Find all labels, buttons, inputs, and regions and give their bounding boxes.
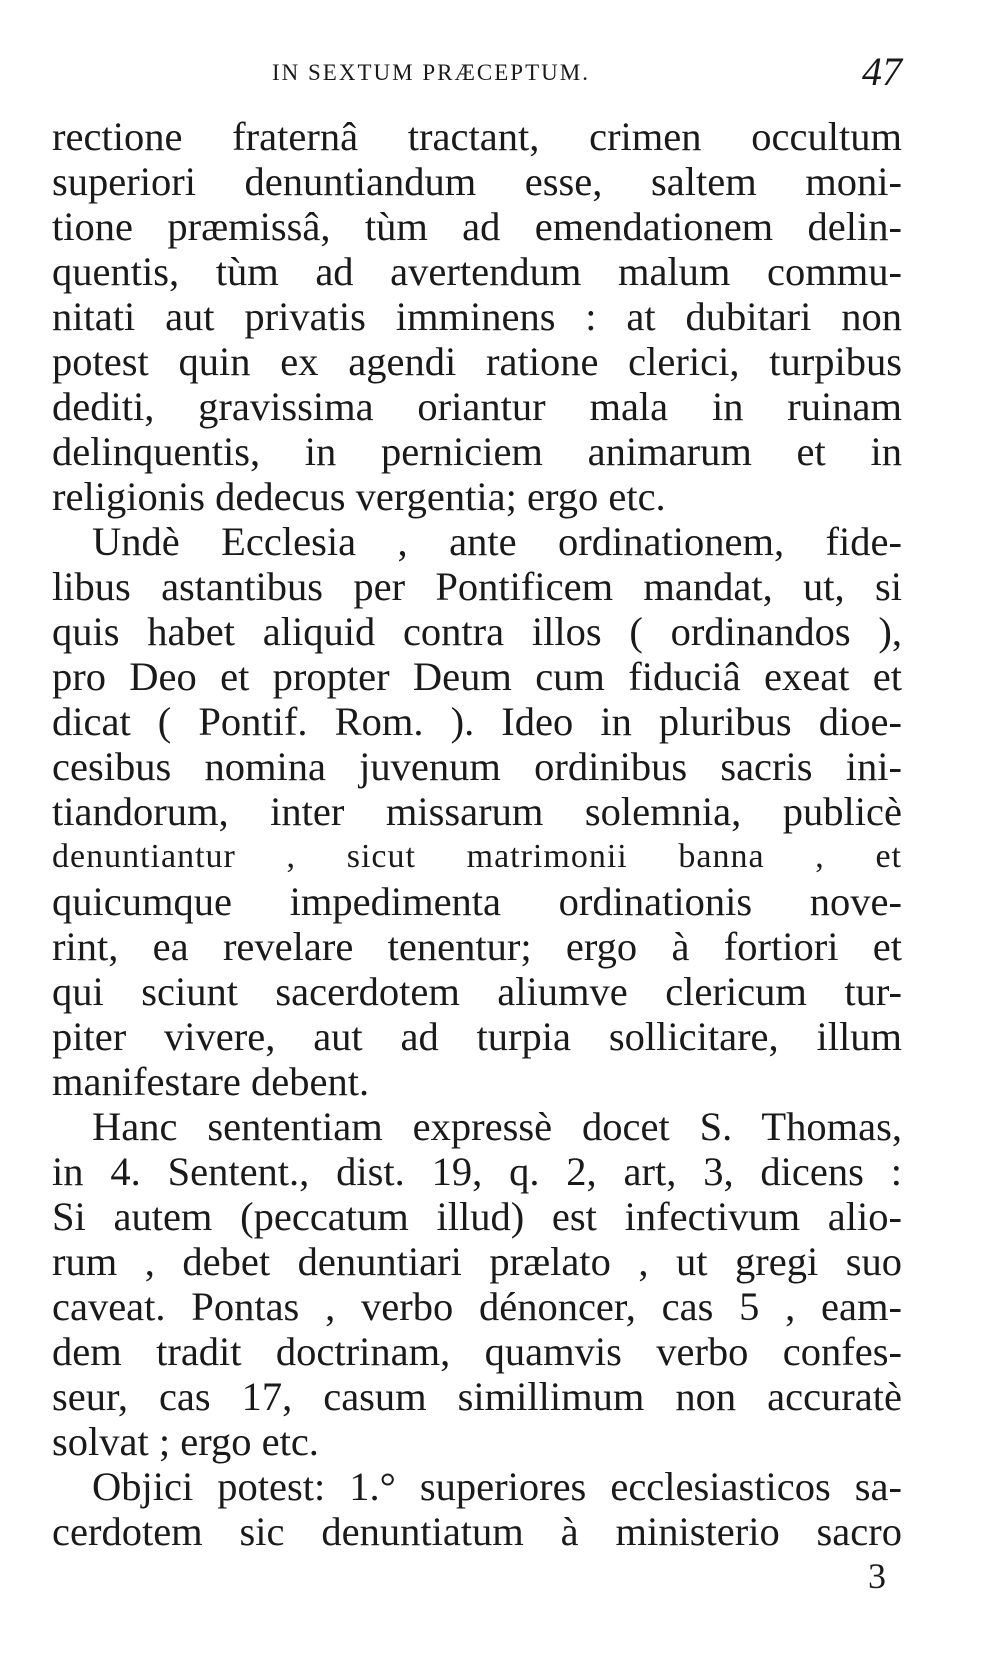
text-line: rum , debet denuntiari prælato , ut gregi suo <box>52 1239 902 1284</box>
text-line: religionis dedecus vergentia; ergo etc. <box>52 474 666 519</box>
text-line: superiori denuntiandum esse, saltem moni- <box>52 159 902 204</box>
text-line: cerdotem sic denuntiatum à ministerio sacro <box>52 1509 902 1554</box>
book-page <box>52 49 902 1652</box>
text-line: dicat ( Pontif. Rom. ). Ideo in pluribus dioe- <box>52 699 902 744</box>
text-line: denuntiantur , sicut matrimonii banna , et <box>52 838 902 875</box>
text-line: tione præmissâ, tùm ad emendationem delin- <box>52 204 902 249</box>
text-line: libus astantibus per Pontificem mandat, ut, si <box>52 564 902 609</box>
text-line: qui sciunt sacerdotem aliumve clericum tur- <box>52 969 902 1014</box>
page-number: 47 <box>862 49 902 94</box>
text-line: manifestare debent. <box>52 1059 370 1104</box>
text-line: dediti, gravissima oriantur mala in ruinam <box>52 384 902 429</box>
signature-mark: 3 <box>868 1556 886 1596</box>
text-line: in 4. Sentent., dist. 19, q. 2, art, 3, dicens : <box>52 1149 902 1194</box>
text-line: quicumque impedimenta ordinationis nove- <box>52 879 902 924</box>
text-line: seur, cas 17, casum simillimum non accuratè <box>52 1374 902 1419</box>
text-line: delinquentis, in perniciem animarum et in <box>52 429 902 474</box>
text-line: Objici potest: 1.° superiores ecclesiasticos sa- <box>92 1464 902 1509</box>
text-line: cesibus nomina juvenum ordinibus sacris ini- <box>52 744 902 789</box>
running-head <box>52 49 902 100</box>
text-line: quentis, tùm ad avertendum malum commu- <box>52 249 902 294</box>
text-line: pro Deo et propter Deum cum fiduciâ exeat et <box>52 654 902 699</box>
text-line: Undè Ecclesia , ante ordinationem, fide- <box>92 519 902 564</box>
text-line: solvat ; ergo etc. <box>52 1419 319 1464</box>
text-line: Si autem (peccatum illud) est infectivum alio- <box>52 1194 902 1239</box>
text-line: piter vivere, aut ad turpia sollicitare, illum <box>52 1014 902 1059</box>
running-title: IN SEXTUM PRÆCEPTUM. <box>272 60 590 85</box>
text-line: nitati aut privatis imminens : at dubitari non <box>52 294 902 339</box>
text-line: rectione fraternâ tractant, crimen occultum <box>52 114 902 159</box>
text-line: dem tradit doctrinam, quamvis verbo confes- <box>52 1329 902 1374</box>
text-line: potest quin ex agendi ratione clerici, turpibus <box>52 339 902 384</box>
text-line: quis habet aliquid contra illos ( ordinandos ), <box>52 609 902 654</box>
text-line: rint, ea revelare tenentur; ergo à fortiori et <box>52 924 902 969</box>
text-line: tiandorum, inter missarum solemnia, publicè <box>52 789 902 834</box>
text-line: caveat. Pontas , verbo dénoncer, cas 5 , eam- <box>52 1284 902 1329</box>
text-line: Hanc sententiam expressè docet S. Thomas, <box>92 1104 902 1149</box>
body-text <box>52 114 902 1554</box>
